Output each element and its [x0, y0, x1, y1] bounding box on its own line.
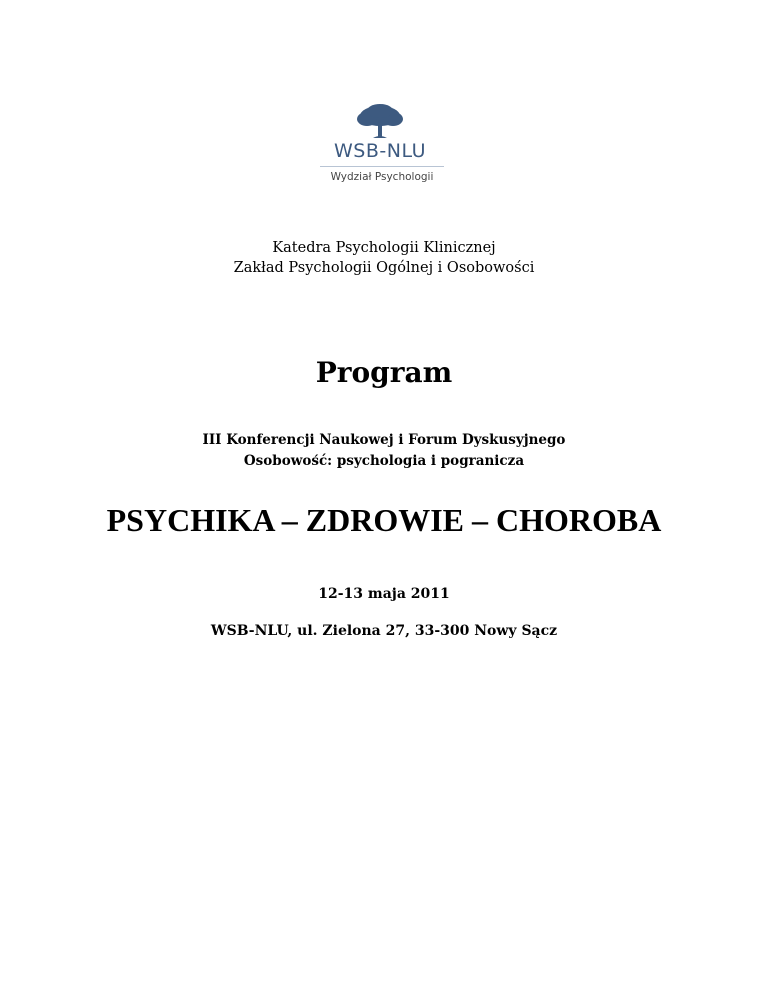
tree-icon: [355, 104, 405, 140]
page-title: Program: [315, 356, 453, 389]
conference-headline: PSYCHIKA – ZDROWIE – CHOROBA: [106, 502, 662, 538]
conference-line-1: III Konferencji Naukowej i Forum Dyskusyjnego: [202, 432, 566, 448]
logo-name: WSB-NLU: [334, 140, 426, 162]
logo-subtitle: Wydział Psychologii: [330, 171, 434, 183]
conference-address: WSB-NLU, ul. Zielona 27, 33-300 Nowy Sącz: [210, 623, 558, 639]
department-line-1: Katedra Psychologii Klinicznej: [272, 240, 496, 256]
conference-line-2: Osobowość: psychologia i pogranicza: [243, 453, 525, 469]
logo-divider: [320, 166, 444, 167]
department-line-2: Zakład Psychologii Ogólnej i Osobowości: [233, 260, 535, 276]
institution-logo: [310, 104, 458, 188]
conference-date: 12-13 maja 2011: [318, 586, 450, 602]
